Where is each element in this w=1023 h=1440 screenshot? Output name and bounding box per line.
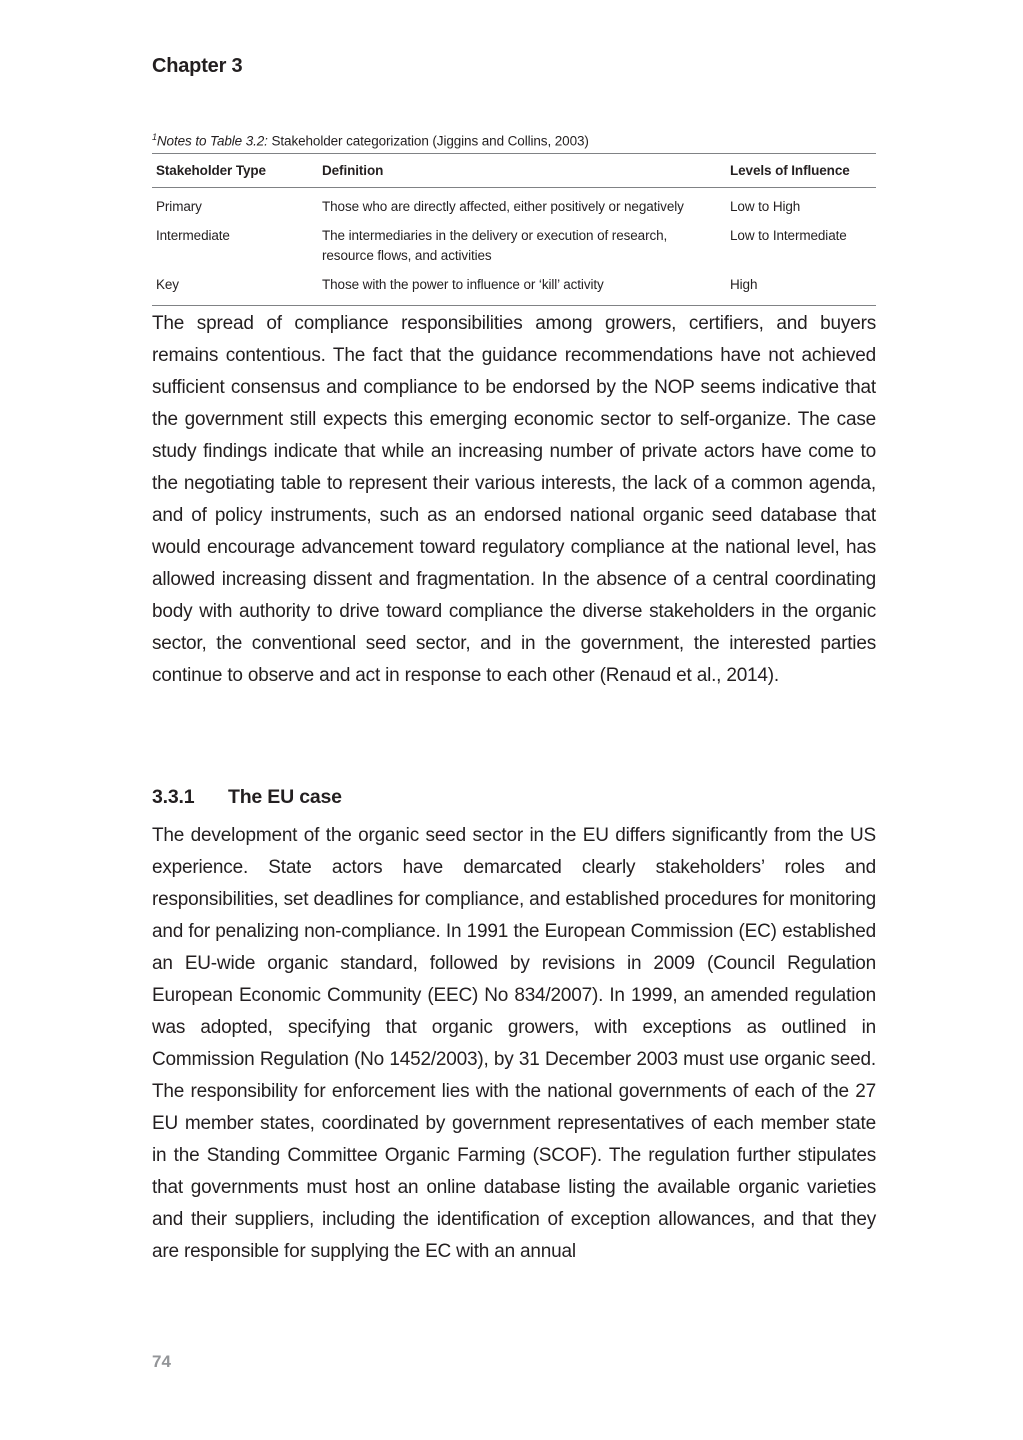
table-header-row bbox=[152, 154, 876, 188]
table-note-text: Stakeholder categorization (Jiggins and Collins, 2003) bbox=[267, 133, 589, 149]
cell-influence: High bbox=[730, 277, 758, 292]
table-note-italic: Notes to Table 3.2: bbox=[156, 133, 268, 149]
cell-stakeholder-type: Key bbox=[156, 277, 179, 292]
table-row bbox=[152, 217, 876, 266]
cell-stakeholder-type: Primary bbox=[156, 199, 202, 214]
table-header-stakeholder-type: Stakeholder Type bbox=[156, 163, 266, 178]
cell-definition: The intermediaries in the delivery or execution of research, resource flows, and activities bbox=[322, 228, 668, 263]
table-note-superscript: 1 bbox=[152, 132, 157, 142]
table-row bbox=[152, 188, 876, 217]
body-paragraph-us-case: The spread of compliance responsibilities among growers, certifiers, and buyers remains contentious. The fact that the guidance recommendations have not achieved sufficient consensus and compliance to be endorsed by the NOP seems indicative that the government still expects this emerging economic sector to self-organize. The case study findings indicate that while an increasing number of private actors have come to the negotiating table to represent their various interests, the lack of a common agenda, and of policy instruments, such as an endorsed national organic seed database that would encourage advancement toward regulatory compliance at the national level, has allowed increasing dissent and fragmentation. In the absence of a central coordinating body with authority to drive toward compliance the diverse stakeholders in the organic sector, the conventional seed sector, and in the government, the interested parties continue to observe and act in response to each other (Renaud et al., 2014). bbox=[152, 313, 876, 686]
body-paragraph-eu-case: The development of the organic seed sector in the EU differs significantly from the US experience. State actors have demarcated clearly stakeholders’ roles and responsibilities, set deadlines for compliance, and established procedures for monitoring and for penalizing non-compliance. In 1991 the European Commission (EC) established an EU-wide organic standard, followed by revisions in 2009 (Council Regulation European Economic Community (EEC) No 834/2007). In 1999, an amended regulation was adopted, specifying that organic growers, with exceptions as outlined in Commission Regulation (No 1452/2003), by 31 December 2003 must use organic seed. The responsibility for enforcement lies with the national governments of each of the 27 EU member states, coordinated by government representatives of each member state in the Standing Committee Organic Farming (SCOF). The regulation further stipulates that governments must host an online database listing the available organic varieties and their suppliers, including the identification of exception allowances, and that they are responsible for supplying the EC with an annual bbox=[152, 825, 876, 1262]
table-row bbox=[152, 266, 876, 305]
page-number: 74 bbox=[152, 1352, 171, 1371]
section-heading bbox=[152, 786, 342, 809]
cell-influence: Low to High bbox=[730, 199, 801, 214]
cell-stakeholder-type: Intermediate bbox=[156, 228, 230, 243]
table-header-levels-of-influence: Levels of Influence bbox=[730, 163, 850, 178]
stakeholder-table bbox=[152, 153, 876, 306]
chapter-label: Chapter 3 bbox=[152, 55, 243, 77]
section-title: The EU case bbox=[228, 786, 342, 808]
table-header-definition: Definition bbox=[322, 163, 384, 178]
cell-influence: Low to Intermediate bbox=[730, 228, 847, 243]
table-note bbox=[152, 132, 589, 149]
cell-definition: Those with the power to influence or ‘kill’ activity bbox=[322, 277, 604, 292]
section-number: 3.3.1 bbox=[152, 786, 195, 808]
cell-definition: Those who are directly affected, either positively or negatively bbox=[322, 199, 684, 214]
